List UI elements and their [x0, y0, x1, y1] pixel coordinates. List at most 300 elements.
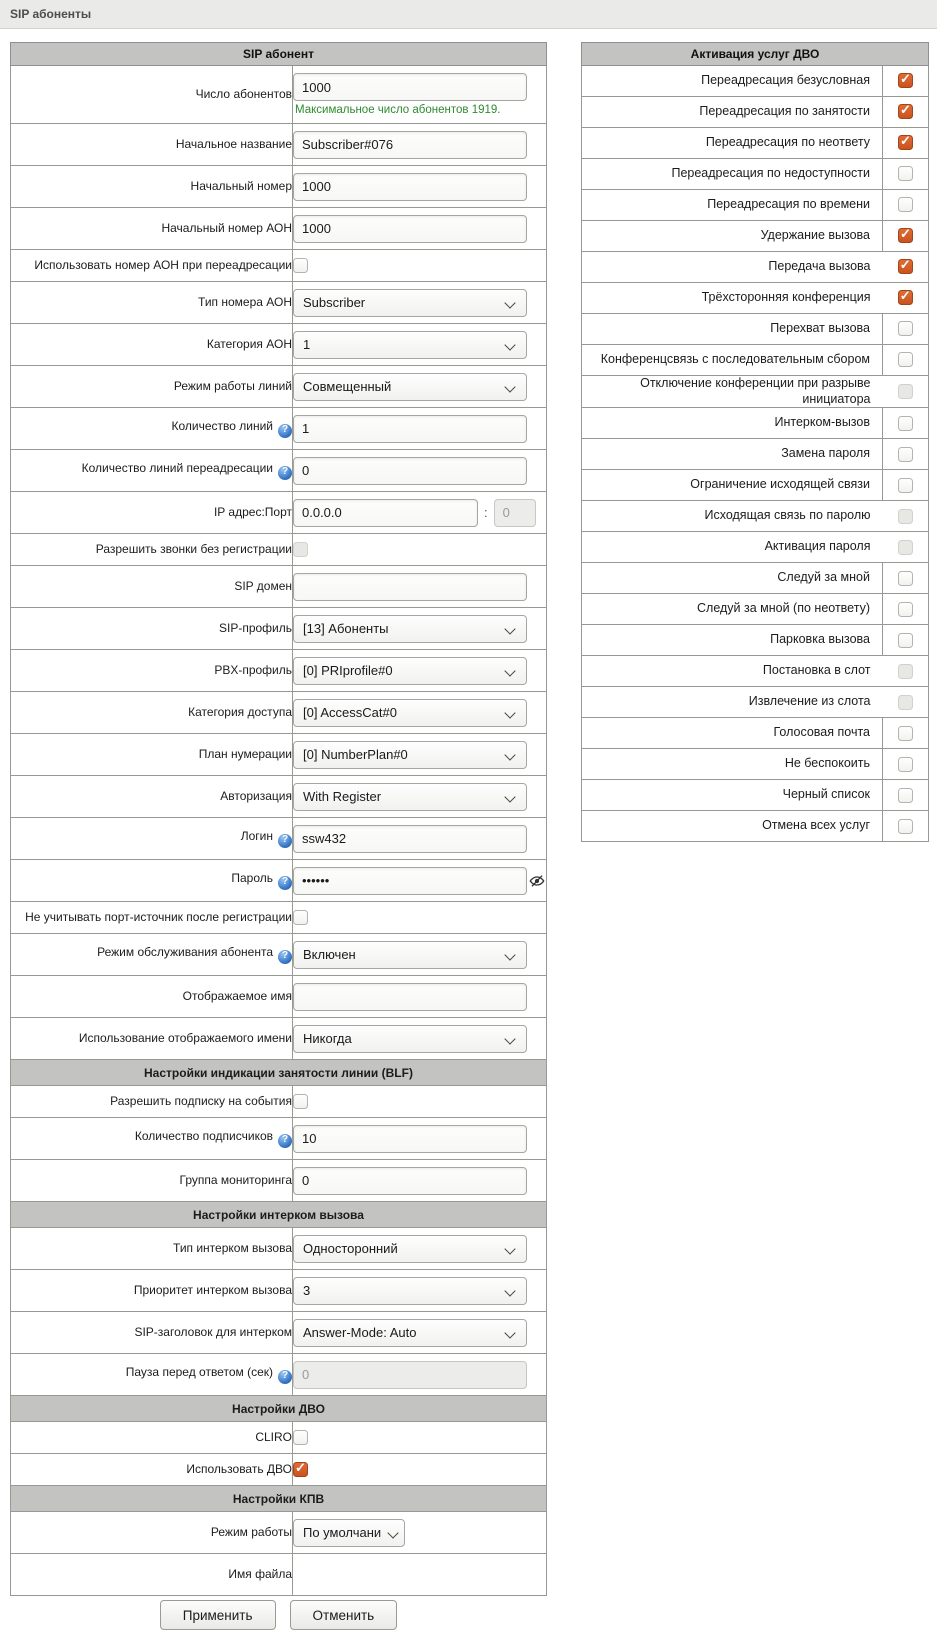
- subscriber-service-mode-value-cell: [293, 934, 547, 976]
- numbering-plan-label: План нумерации: [198, 747, 292, 761]
- access-category-selected-value: [0] AccessCat#0: [303, 705, 397, 720]
- file-name-value-cell: [293, 1554, 547, 1596]
- intercom-call-type-value-cell: [293, 1228, 547, 1270]
- serial-conference-label-cell: [582, 345, 883, 376]
- password-replacement-label-cell: [582, 439, 883, 470]
- display-name-usage-select[interactable]: [293, 1025, 527, 1053]
- row-ignore-source-port-after-registration: [11, 902, 547, 934]
- three-way-conference-checkbox-cell: [883, 283, 929, 314]
- forwarding-line-count-help-icon[interactable]: ?: [278, 466, 292, 480]
- conference-drop-on-initiator-hangup-checkbox: [898, 384, 913, 399]
- login-label-cell: [11, 818, 293, 860]
- password-activation-checkbox-cell: [883, 532, 929, 563]
- forward-by-time-checkbox-cell: [883, 190, 929, 221]
- sip-domain-value-cell: [293, 566, 547, 608]
- subscriber-service-mode-label-cell: [11, 934, 293, 976]
- do-not-disturb-label-cell: [582, 749, 883, 780]
- row-line-work-mode: [11, 366, 547, 408]
- line-count-input[interactable]: [293, 415, 527, 443]
- follow-me-no-answer-checkbox[interactable]: [898, 602, 913, 617]
- page-header: [0, 0, 937, 29]
- aon-number-type-label: Тип номера АОН: [198, 295, 292, 309]
- access-category-select[interactable]: [293, 699, 527, 727]
- monitoring-group-input[interactable]: [293, 1167, 527, 1195]
- row-sip-profile: [11, 608, 547, 650]
- intercom-call-type-selected-value: Односторонний: [303, 1241, 398, 1256]
- service-row-forward-on-busy: [582, 97, 929, 128]
- service-row-put-in-slot: [582, 656, 929, 687]
- row-initial-name: [11, 124, 547, 166]
- form-actions: [10, 1600, 547, 1630]
- allow-event-subscription-label-cell: [11, 1086, 293, 1118]
- intercom-sip-header-label-cell: [11, 1312, 293, 1354]
- right-panel-header-row: [582, 43, 929, 66]
- follow-me-no-answer-label: Следуй за мной (по неответу): [697, 601, 870, 616]
- service-row-cancel-all-services: [582, 811, 929, 842]
- authorization-label-cell: [11, 776, 293, 818]
- cliro-checkbox[interactable]: [293, 1430, 308, 1445]
- file-name-label-cell: [11, 1554, 293, 1596]
- voicemail-label-cell: [582, 718, 883, 749]
- service-row-follow-me-no-answer: [582, 594, 929, 625]
- blacklist-checkbox[interactable]: [898, 788, 913, 803]
- service-row-do-not-disturb: [582, 749, 929, 780]
- service-row-conference-drop-on-initiator-hangup: [582, 376, 929, 408]
- row-intercom-sip-header: [11, 1312, 547, 1354]
- aon-category-select[interactable]: [293, 331, 527, 359]
- chevron-down-icon: [504, 339, 515, 350]
- blacklist-label-cell: [582, 780, 883, 811]
- sip-profile-label-cell: [11, 608, 293, 650]
- initial-number-value-cell: [293, 166, 547, 208]
- intercom-call-label-cell: [582, 408, 883, 439]
- row-access-category: [11, 692, 547, 734]
- allow-calls-without-registration-value-cell: [293, 534, 547, 566]
- line-work-mode-select[interactable]: [293, 373, 527, 401]
- chevron-down-icon: [504, 749, 515, 760]
- kpv-work-mode-selected-value: По умолчани: [303, 1525, 382, 1540]
- kpv-work-mode-select[interactable]: [293, 1519, 405, 1547]
- pbx-profile-selected-value: [0] PRIprofile#0: [303, 663, 393, 678]
- forwarding-line-count-input[interactable]: [293, 457, 527, 485]
- cancel-all-services-label: Отмена всех услуг: [762, 818, 870, 833]
- subscriber-count-label-cell: [11, 66, 293, 124]
- line-work-mode-label: Режим работы линий: [173, 379, 292, 393]
- display-name-usage-label-cell: [11, 1018, 293, 1060]
- forward-unconditional-checkbox[interactable]: [898, 73, 913, 88]
- numbering-plan-selected-value: [0] NumberPlan#0: [303, 747, 408, 762]
- use-aon-number-on-forwarding-label: Использовать номер АОН при переадресации: [34, 258, 292, 272]
- line-work-mode-label-cell: [11, 366, 293, 408]
- sip-profile-value-cell: [293, 608, 547, 650]
- chevron-down-icon: [504, 1033, 515, 1044]
- chevron-down-icon: [504, 623, 515, 634]
- line-count-value-cell: [293, 408, 547, 450]
- call-pickup-label-cell: [582, 314, 883, 345]
- line-count-label: Количество линий: [171, 419, 273, 434]
- line-work-mode-value-cell: [293, 366, 547, 408]
- answer-pause-value-cell: [293, 1354, 547, 1396]
- subscriber-service-mode-help-icon[interactable]: ?: [278, 950, 292, 964]
- use-dvo-checkbox[interactable]: [293, 1459, 308, 1477]
- login-input[interactable]: [293, 825, 527, 853]
- password-value-cell: [293, 860, 547, 902]
- service-row-password-activation: [582, 532, 929, 563]
- subscriber-count-label: Число абонентов: [195, 87, 292, 101]
- pbx-profile-select[interactable]: [293, 657, 527, 685]
- service-row-forward-on-no-answer: [582, 128, 929, 159]
- chevron-down-icon: [504, 791, 515, 802]
- ignore-source-port-after-registration-checkbox[interactable]: [293, 910, 308, 925]
- eye-off-icon[interactable]: [529, 873, 545, 889]
- follow-me-checkbox-cell: [883, 563, 929, 594]
- authorization-select[interactable]: [293, 783, 527, 811]
- forward-on-unavailable-checkbox-cell: [883, 159, 929, 190]
- row-cliro: [11, 1422, 547, 1454]
- ip-address-port-ip-input[interactable]: [293, 499, 478, 527]
- row-forwarding-line-count: [11, 450, 547, 492]
- forward-on-unavailable-checkbox[interactable]: [898, 166, 913, 181]
- password-activation-label: Активация пароля: [764, 539, 871, 554]
- apply-button[interactable]: Применить: [160, 1600, 276, 1630]
- service-row-follow-me: [582, 563, 929, 594]
- intercom-call-type-select[interactable]: [293, 1235, 527, 1263]
- conference-drop-on-initiator-hangup-checkbox-cell: [883, 376, 929, 408]
- row-numbering-plan: [11, 734, 547, 776]
- cancel-button[interactable]: Отменить: [290, 1600, 398, 1630]
- section-intercom-section: Настройки интерком вызова: [11, 1202, 547, 1228]
- conference-drop-on-initiator-hangup-label: Отключение конференции при разрыве инициатора: [640, 376, 871, 406]
- section-blf-section: Настройки индикации занятости линии (BLF): [11, 1060, 547, 1086]
- cancel-all-services-label-cell: [582, 811, 883, 842]
- intercom-call-priority-label-cell: [11, 1270, 293, 1312]
- password-input[interactable]: [293, 867, 527, 895]
- call-transfer-label: Передача вызова: [768, 259, 871, 274]
- forward-on-busy-checkbox[interactable]: [898, 104, 913, 119]
- cancel-all-services-checkbox-cell: [883, 811, 929, 842]
- check-icon: ✓: [900, 133, 911, 149]
- do-not-disturb-label: Не беспокоить: [784, 756, 870, 771]
- line-count-help-icon[interactable]: ?: [278, 424, 292, 438]
- outgoing-call-restriction-label-cell: [582, 470, 883, 501]
- row-dvo-section: [11, 1396, 547, 1422]
- chevron-down-icon: [504, 665, 515, 676]
- access-category-label: Категория доступа: [188, 705, 292, 719]
- outgoing-call-by-password-checkbox: [898, 509, 913, 524]
- retrieve-from-slot-checkbox: [898, 695, 913, 710]
- service-row-serial-conference: [582, 345, 929, 376]
- access-category-label-cell: [11, 692, 293, 734]
- sip-profile-label: SIP-профиль: [218, 621, 292, 635]
- allow-calls-without-registration-label-cell: [11, 534, 293, 566]
- answer-pause-input: [293, 1361, 527, 1389]
- call-pickup-checkbox[interactable]: [898, 321, 913, 336]
- initial-name-input[interactable]: [293, 131, 527, 159]
- ip-address-port-label-cell: [11, 492, 293, 534]
- row-allow-calls-without-registration: [11, 534, 547, 566]
- subscribers-number-label: Количество подписчиков: [134, 1129, 273, 1144]
- use-dvo-label-cell: [11, 1454, 293, 1486]
- row-pbx-profile: [11, 650, 547, 692]
- intercom-call-type-label-cell: [11, 1228, 293, 1270]
- display-name-label-cell: [11, 976, 293, 1018]
- intercom-sip-header-selected-value: Answer-Mode: Auto: [303, 1325, 417, 1340]
- allow-event-subscription-checkbox[interactable]: [293, 1094, 308, 1109]
- forward-on-busy-label: Переадресация по занятости: [699, 104, 870, 119]
- subscribers-number-input[interactable]: [293, 1125, 527, 1153]
- check-icon: ✓: [900, 102, 911, 118]
- aon-number-type-selected-value: Subscriber: [303, 295, 366, 310]
- row-allow-event-subscription: [11, 1086, 547, 1118]
- ip-port-separator: :: [484, 505, 488, 520]
- call-hold-label-cell: [582, 221, 883, 252]
- chevron-down-icon: [504, 1285, 515, 1296]
- password-activation-checkbox: [898, 540, 913, 555]
- password-help-icon[interactable]: ?: [278, 876, 292, 890]
- subscriber-service-mode-label: Режим обслуживания абонента: [97, 945, 273, 960]
- three-way-conference-label: Трёхсторонняя конференция: [701, 290, 871, 305]
- service-row-blacklist: [582, 780, 929, 811]
- row-aon-number-type: [11, 282, 547, 324]
- conference-drop-on-initiator-hangup-label-cell: [582, 376, 883, 408]
- initial-name-label-cell: [11, 124, 293, 166]
- row-subscriber-service-mode: [11, 934, 547, 976]
- monitoring-group-value-cell: [293, 1160, 547, 1202]
- check-icon: ✓: [899, 288, 911, 304]
- row-sip-domain: [11, 566, 547, 608]
- outgoing-call-restriction-checkbox[interactable]: [898, 478, 913, 493]
- row-aon-category: [11, 324, 547, 366]
- chevron-down-icon: [504, 297, 515, 308]
- follow-me-label: Следуй за мной: [777, 570, 870, 585]
- row-ip-address-port: [11, 492, 547, 534]
- check-icon: ✓: [295, 1459, 306, 1475]
- cliro-label-cell: [11, 1422, 293, 1454]
- call-transfer-label-cell: [582, 252, 883, 283]
- intercom-call-priority-label: Приоритет интерком вызова: [133, 1283, 292, 1297]
- initial-name-value-cell: [293, 124, 547, 166]
- serial-conference-checkbox[interactable]: [898, 352, 913, 367]
- intercom-call-label: Интерком-вызов: [774, 415, 870, 430]
- cliro-value-cell: [293, 1422, 547, 1454]
- left-panel-header-row: [11, 43, 547, 66]
- aon-category-label: Категория АОН: [206, 337, 292, 351]
- row-monitoring-group: [11, 1160, 547, 1202]
- call-parking-label: Парковка вызова: [770, 632, 870, 647]
- aon-category-value-cell: [293, 324, 547, 366]
- aon-number-type-label-cell: [11, 282, 293, 324]
- row-subscribers-number: [11, 1118, 547, 1160]
- retrieve-from-slot-checkbox-cell: [883, 687, 929, 718]
- initial-number-input[interactable]: [293, 173, 527, 201]
- service-row-voicemail: [582, 718, 929, 749]
- service-row-three-way-conference: [582, 283, 929, 314]
- answer-pause-label: Пауза перед ответом (сек): [125, 1365, 273, 1380]
- use-aon-number-on-forwarding-value-cell: [293, 250, 547, 282]
- intercom-call-priority-select[interactable]: [293, 1277, 527, 1305]
- allow-event-subscription-label: Разрешить подписку на события: [110, 1094, 292, 1108]
- line-work-mode-selected-value: Совмещенный: [303, 379, 392, 394]
- follow-me-label-cell: [582, 563, 883, 594]
- service-row-password-replacement: [582, 439, 929, 470]
- serial-conference-checkbox-cell: [883, 345, 929, 376]
- voicemail-checkbox-cell: [883, 718, 929, 749]
- use-dvo-label: Использовать ДВО: [186, 1462, 292, 1476]
- intercom-call-type-label: Тип интерком вызова: [173, 1241, 292, 1255]
- subscribers-number-help-icon[interactable]: ?: [278, 1134, 292, 1148]
- forward-on-busy-label-cell: [582, 97, 883, 128]
- call-hold-checkbox-cell: [883, 221, 929, 252]
- access-category-value-cell: [293, 692, 547, 734]
- cliro-label: CLIRO: [255, 1430, 292, 1444]
- chevron-down-icon: [387, 1527, 398, 1538]
- sip-subscriber-panel: [10, 42, 547, 1596]
- aon-category-selected-value: 1: [303, 337, 311, 352]
- retrieve-from-slot-label-cell: [582, 687, 883, 718]
- subscriber-count-input[interactable]: [293, 73, 527, 101]
- forward-on-no-answer-label-cell: [582, 128, 883, 159]
- forward-by-time-label-cell: [582, 190, 883, 221]
- forward-by-time-label: Переадресация по времени: [707, 197, 870, 212]
- file-name-label: Имя файла: [228, 1567, 292, 1581]
- allow-event-subscription-value-cell: [293, 1086, 547, 1118]
- ip-address-port-port-input: [494, 499, 536, 527]
- authorization-label: Авторизация: [220, 789, 292, 803]
- use-dvo-value-cell: [293, 1454, 547, 1486]
- login-label: Логин: [240, 829, 273, 844]
- subscribers-number-value-cell: [293, 1118, 547, 1160]
- row-initial-aon-number: [11, 208, 547, 250]
- sip-domain-input[interactable]: [293, 573, 527, 601]
- subscribers-number-label-cell: [11, 1118, 293, 1160]
- password-label: Пароль: [231, 871, 273, 886]
- display-name-usage-value-cell: [293, 1018, 547, 1060]
- initial-aon-number-label: Начальный номер АОН: [161, 221, 292, 235]
- dvo-services-panel: [581, 42, 929, 842]
- row-file-name: [11, 1554, 547, 1596]
- forward-on-no-answer-checkbox[interactable]: [898, 135, 913, 150]
- ip-address-port-value-cell: [293, 492, 547, 534]
- aon-number-type-select[interactable]: [293, 289, 527, 317]
- voicemail-checkbox[interactable]: [898, 726, 913, 741]
- initial-aon-number-label-cell: [11, 208, 293, 250]
- service-row-retrieve-from-slot: [582, 687, 929, 718]
- authorization-selected-value: With Register: [303, 789, 382, 804]
- put-in-slot-label: Постановка в слот: [762, 663, 871, 678]
- password-replacement-checkbox-cell: [883, 439, 929, 470]
- check-icon: ✓: [900, 226, 911, 242]
- pbx-profile-label-cell: [11, 650, 293, 692]
- call-parking-checkbox[interactable]: [898, 633, 913, 648]
- call-parking-checkbox-cell: [883, 625, 929, 656]
- chevron-down-icon: [504, 949, 515, 960]
- service-row-intercom-call: [582, 408, 929, 439]
- retrieve-from-slot-label: Извлечение из слота: [748, 694, 871, 709]
- forward-on-busy-checkbox-cell: [883, 97, 929, 128]
- row-authorization: [11, 776, 547, 818]
- follow-me-no-answer-label-cell: [582, 594, 883, 625]
- row-line-count: [11, 408, 547, 450]
- monitoring-group-label-cell: [11, 1160, 293, 1202]
- forward-by-time-checkbox[interactable]: [898, 197, 913, 212]
- call-transfer-checkbox[interactable]: [898, 259, 913, 274]
- check-icon: ✓: [900, 71, 911, 87]
- blacklist-checkbox-cell: [883, 780, 929, 811]
- check-icon: ✓: [899, 257, 911, 273]
- outgoing-call-by-password-label-cell: [582, 501, 883, 532]
- password-replacement-checkbox[interactable]: [898, 447, 913, 462]
- forward-unconditional-checkbox-cell: [883, 66, 929, 97]
- follow-me-checkbox[interactable]: [898, 571, 913, 586]
- password-replacement-label: Замена пароля: [781, 446, 870, 461]
- monitoring-group-label: Группа мониторинга: [179, 1173, 292, 1187]
- numbering-plan-label-cell: [11, 734, 293, 776]
- display-name-input[interactable]: [293, 983, 527, 1011]
- intercom-sip-header-select[interactable]: [293, 1319, 527, 1347]
- voicemail-label: Голосовая почта: [773, 725, 870, 740]
- service-row-call-pickup: [582, 314, 929, 345]
- ip-address-port-label: IP адрес:Порт: [213, 505, 292, 519]
- call-pickup-label: Перехват вызова: [770, 321, 870, 336]
- row-kpv-work-mode: [11, 1512, 547, 1554]
- row-answer-pause: [11, 1354, 547, 1396]
- row-intercom-section: [11, 1202, 547, 1228]
- forward-on-unavailable-label-cell: [582, 159, 883, 190]
- display-name-value-cell: [293, 976, 547, 1018]
- initial-aon-number-input[interactable]: [293, 215, 527, 243]
- answer-pause-help-icon[interactable]: ?: [278, 1370, 292, 1384]
- follow-me-no-answer-checkbox-cell: [883, 594, 929, 625]
- sip-domain-label: SIP домен: [234, 579, 292, 593]
- aon-number-type-value-cell: [293, 282, 547, 324]
- initial-number-label: Начальный номер: [190, 179, 292, 193]
- subscriber-service-mode-selected-value: Включен: [303, 947, 356, 962]
- chevron-down-icon: [504, 1243, 515, 1254]
- cancel-all-services-checkbox[interactable]: [898, 819, 913, 834]
- allow-calls-without-registration-checkbox: [293, 542, 308, 557]
- service-row-forward-unconditional: [582, 66, 929, 97]
- numbering-plan-select[interactable]: [293, 741, 527, 769]
- display-name-usage-label: Использование отображаемого имени: [78, 1031, 292, 1045]
- row-intercom-call-type: [11, 1228, 547, 1270]
- put-in-slot-checkbox: [898, 664, 913, 679]
- password-activation-label-cell: [582, 532, 883, 563]
- three-way-conference-checkbox[interactable]: [898, 290, 913, 305]
- login-value-cell: [293, 818, 547, 860]
- do-not-disturb-checkbox-cell: [883, 749, 929, 780]
- do-not-disturb-checkbox[interactable]: [898, 757, 913, 772]
- service-row-forward-on-unavailable: [582, 159, 929, 190]
- login-help-icon[interactable]: ?: [278, 834, 292, 848]
- put-in-slot-label-cell: [582, 656, 883, 687]
- ignore-source-port-after-registration-label: Не учитывать порт-источник после регистрации: [25, 910, 292, 924]
- use-aon-number-on-forwarding-checkbox[interactable]: [293, 258, 308, 273]
- subscriber-count-helper-text: Максимальное число абонентов 1919.: [295, 104, 501, 116]
- intercom-call-checkbox[interactable]: [898, 416, 913, 431]
- left-panel-title: SIP абонент: [11, 43, 547, 66]
- forwarding-line-count-value-cell: [293, 450, 547, 492]
- password-label-cell: [11, 860, 293, 902]
- call-transfer-checkbox-cell: [883, 252, 929, 283]
- row-display-name-usage: [11, 1018, 547, 1060]
- ignore-source-port-after-registration-label-cell: [11, 902, 293, 934]
- sip-profile-select[interactable]: [293, 615, 527, 643]
- section-dvo-section: Настройки ДВО: [11, 1396, 547, 1422]
- subscriber-service-mode-select[interactable]: [293, 941, 527, 969]
- call-hold-checkbox[interactable]: [898, 228, 913, 243]
- kpv-work-mode-label: Режим работы: [210, 1525, 292, 1539]
- row-initial-number: [11, 166, 547, 208]
